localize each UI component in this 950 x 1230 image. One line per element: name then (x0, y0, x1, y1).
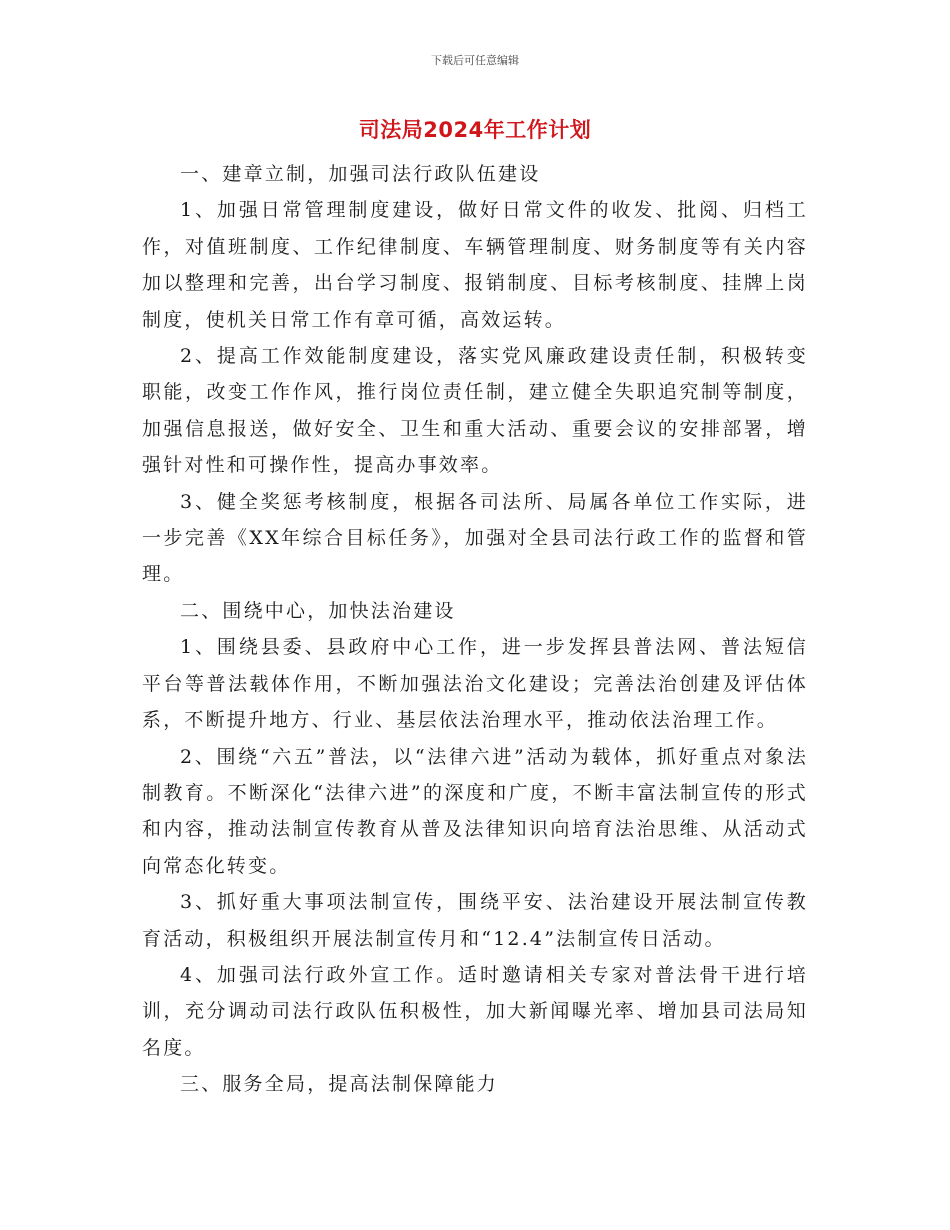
paragraph-2-1: 1、围绕县委、县政府中心工作，进一步发挥县普法网、普法短信平台等普法载体作用，不断加强法治文化建设；完善法治创建及评估体系，不断提升地方、行业、基层依法治理水平，推动依法治理工作。 (142, 636, 808, 732)
section-heading-3: 三、服务全局，提高法制保障能力 (180, 1073, 499, 1096)
document-body (142, 156, 808, 1103)
section-heading-2: 二、围绕中心，加快法治建设 (180, 599, 456, 622)
paragraph-1-3: 3、健全奖惩考核制度，根据各司法所、局属各单位工作实际，进一步完善《XX年综合目标任务》，加强对全县司法行政工作的监督和管理。 (142, 490, 808, 586)
document-title: 司法局2024年工作计划 (358, 118, 592, 142)
paragraph-1-1: 1、加强日常管理制度建设，做好日常文件的收发、批阅、归档工作，对值班制度、工作纪律制度、车辆管理制度、财务制度等有关内容加以整理和完善，出台学习制度、报销制度、目标考核制度、挂牌上岗制度，使机关日常工作有章可循，高效运转。 (142, 199, 808, 331)
section-heading-1: 一、建章立制，加强司法行政队伍建设 (180, 163, 541, 185)
paragraph-2-3: 3、抓好重大事项法制宣传，围绕平安、法治建设开展法制宣传教育活动，积极组织开展法制宣传月和“12.4”法制宣传日活动。 (142, 891, 808, 950)
paragraph-2-4: 4、加强司法行政外宣工作。适时邀请相关专家对普法骨干进行培训，充分调动司法行政队伍积极性，加大新闻曝光率、增加县司法局知名度。 (142, 963, 808, 1059)
paragraph-2-2: 2、围绕“六五”普法，以“法律六进”活动为载体，抓好重点对象法制教育。不断深化“法律六进”的深度和广度，不断丰富法制宣传的形式和内容，推动法制宣传教育从普及法律知识向培育法治思维、从活动式向常态化转变。 (142, 745, 808, 877)
header-note: 下载后可任意编辑 (431, 54, 519, 67)
paragraph-1-2: 2、提高工作效能制度建设，落实党风廉政建设责任制，积极转变职能，改变工作作风，推行岗位责任制，建立健全失职追究制等制度，加强信息报送，做好安全、卫生和重大活动、重要会议的安排部署，增强针对性和可操作性，提高办事效率。 (142, 345, 808, 477)
